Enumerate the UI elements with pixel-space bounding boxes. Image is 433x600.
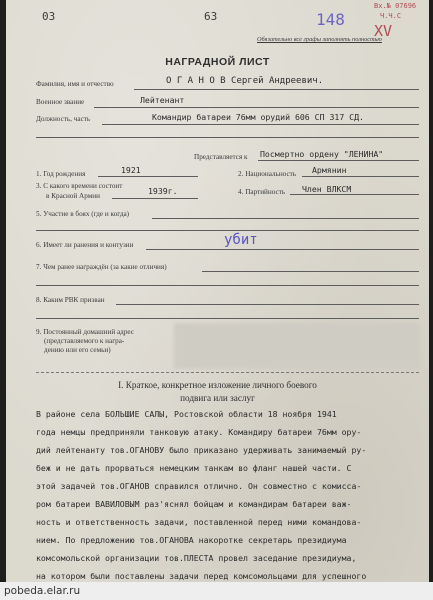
body-line: года немцы предприняли танковую атаку. Командиру батареи 76мм ору- bbox=[36, 427, 362, 437]
party-value: Член ВЛКСМ bbox=[302, 184, 352, 194]
body-line: комсомольской организации тов.ПЛЕСТА провел заседание президиума, bbox=[36, 553, 357, 563]
incoming-code-small: Ч.Ч.С bbox=[380, 12, 402, 20]
body-line: В районе села БОЛЬШИЕ САЛЫ, Ростовской области 18 ноября 1941 bbox=[36, 409, 337, 419]
body-line: нием. По предложению тов.ОГАНОВА накоротке секретарь президиума bbox=[36, 535, 347, 545]
battles-label: 5. Участие в боях (где и когда) bbox=[36, 210, 130, 218]
roman-mark-handwritten: XV bbox=[374, 22, 393, 40]
section-divider bbox=[36, 372, 419, 373]
body-line: ром батареи ВАВИЛОВЫМ раз'яснял бойцам и командирам батареи важ- bbox=[36, 499, 352, 509]
nationality-label: 2. Национальность bbox=[238, 170, 297, 178]
army-label-2: в Красной Армии bbox=[46, 192, 100, 200]
battles-line bbox=[152, 218, 419, 219]
incoming-code: Вх.№ 07696 bbox=[374, 2, 417, 10]
awards-label: 7. Чем ранее награждён (за какие отличия) bbox=[36, 263, 167, 271]
address-label-3: дению или его семьи) bbox=[44, 346, 111, 354]
position-value: Командир батареи 76мм орудий 606 СП 317 СД. bbox=[152, 112, 364, 122]
section-heading-line-2: подвига или заслуг bbox=[180, 393, 255, 403]
sheet-number-handwritten: 148 bbox=[316, 10, 345, 29]
army-label-1: 3. С какого времени состоит bbox=[36, 182, 123, 190]
birth-value: 1921 bbox=[121, 165, 141, 175]
sheet-title: НАГРАДНОЙ ЛИСТ bbox=[165, 56, 270, 68]
presented-value: Посмертно ордену "ЛЕНИНА" bbox=[260, 149, 384, 159]
position-line-2 bbox=[36, 137, 419, 138]
address-label-2: (представляемого к награ- bbox=[44, 337, 125, 345]
name-line bbox=[134, 89, 419, 90]
rank-line bbox=[94, 107, 419, 108]
army-value: 1939г. bbox=[148, 186, 178, 196]
party-label: 4. Партийность bbox=[238, 188, 286, 196]
body-line: дий лейтенанту тов.ОГАНОВУ было приказано удерживать занимаемый ру- bbox=[36, 445, 367, 455]
army-line bbox=[112, 198, 198, 199]
awards-line-2 bbox=[36, 285, 419, 286]
awards-line bbox=[202, 271, 419, 272]
body-line: ность и ответственность задачи, поставленной перед ними командова- bbox=[36, 517, 362, 527]
archive-number-left: 03 bbox=[42, 10, 56, 23]
rank-value: Лейтенант bbox=[140, 95, 185, 105]
section-heading-line-1: I. Краткое, конкретное изложение личного боевого bbox=[118, 380, 317, 390]
address-label-1: 9. Постоянный домашний адрес bbox=[36, 328, 134, 336]
rvk-line-2 bbox=[36, 318, 419, 319]
presented-line bbox=[258, 160, 419, 161]
rvk-label: 8. Каким РВК призван bbox=[36, 296, 105, 304]
name-label: Фамилия, имя и отчество bbox=[36, 80, 114, 88]
party-line bbox=[290, 194, 419, 195]
birth-label: 1. Год рождения bbox=[36, 170, 86, 178]
wounds-label: 6. Имеет ли ранения и контузии bbox=[36, 241, 134, 249]
presented-label: Представляется к bbox=[194, 153, 248, 161]
body-line: беж и не дать прорваться немецким танкам во фланг нашей части. С bbox=[36, 463, 352, 473]
body-line: этой задачей тов.ОГАНОВ справился отлично. Он совместно с комисса- bbox=[36, 481, 362, 491]
birth-line bbox=[98, 176, 198, 177]
rvk-line bbox=[116, 304, 419, 305]
battles-line-2 bbox=[36, 230, 419, 231]
site-watermark: pobeda.elar.ru bbox=[0, 582, 433, 600]
award-sheet-page bbox=[6, 0, 429, 600]
wounds-line bbox=[146, 249, 419, 250]
position-line bbox=[102, 124, 419, 125]
wounds-value: убит bbox=[224, 232, 258, 248]
nationality-line bbox=[302, 176, 419, 177]
body-line: на котором были поставлены задачи перед комсомольцами для успешного bbox=[36, 571, 367, 581]
fill-notice: Обязательно все графы заполнять полностью bbox=[257, 36, 382, 43]
archive-number-center: 63 bbox=[204, 10, 218, 23]
redacted-address bbox=[174, 323, 420, 369]
position-label: Должность, часть bbox=[36, 115, 91, 123]
rank-label: Военное звание bbox=[36, 98, 85, 106]
name-value: О Г А Н О В Сергей Андреевич. bbox=[166, 76, 324, 86]
nationality-value: Армянин bbox=[312, 165, 347, 175]
